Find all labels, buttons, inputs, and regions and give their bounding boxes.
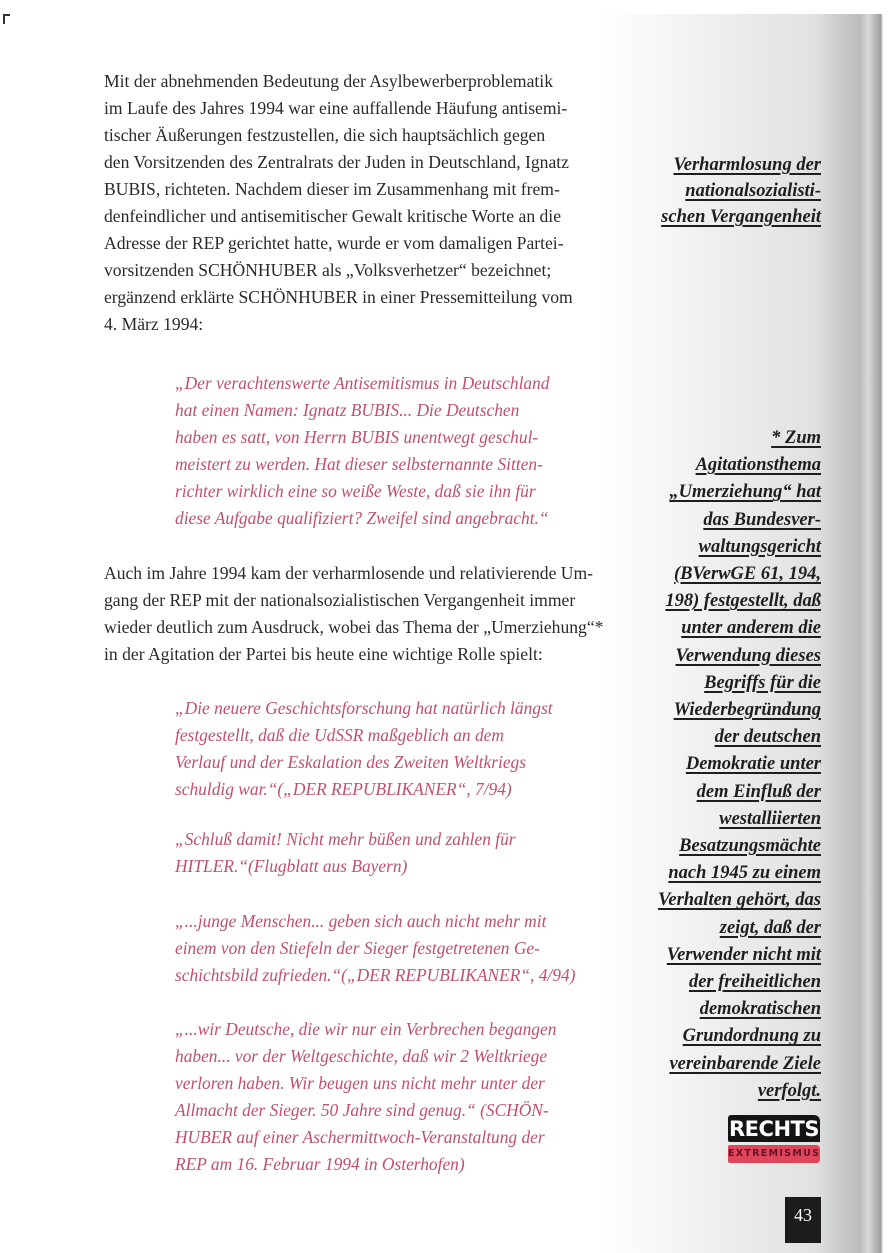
quote-line: „Schluß damit! Nicht mehr büßen und zahlen für <box>175 829 516 849</box>
quote-line: „...junge Menschen... geben sich auch nicht mehr mit <box>175 911 547 931</box>
quote-line: schichtsbild zufrieden.“(„DER REPUBLIKANER“, 4/94) <box>175 965 576 985</box>
text-line: BUBIS, richteten. Nachdem dieser im Zusammenhang mit frem- <box>104 179 560 199</box>
quote-block-2 <box>175 695 605 803</box>
page-corner-mark <box>3 14 10 24</box>
text-line: Mit der abnehmenden Bedeutung der Asylbewerberproblematik <box>104 71 553 91</box>
quote-line: schuldig war.“(„DER REPUBLIKANER“, 7/94) <box>175 779 512 799</box>
text-line: wieder deutlich zum Ausdruck, wobei das Thema der „Umerziehung“* <box>104 617 604 637</box>
footnote-line: Verhalten gehört, das <box>658 890 821 911</box>
quote-line: REP am 16. Februar 1994 in Osterhofen) <box>175 1154 465 1174</box>
footnote-line: Besatzungsmächte <box>679 836 821 857</box>
logo-top-text: RECHTS <box>729 1117 819 1141</box>
quote-line: Allmacht der Sieger. 50 Jahre sind genug.“ (SCHÖN- <box>175 1100 549 1120</box>
footnote-line: vereinbarende Ziele <box>669 1053 821 1074</box>
quote-block-3 <box>175 826 605 880</box>
quote-line: „Der verachtenswerte Antisemitismus in Deutschland <box>175 373 550 393</box>
text-line: Adresse der REP gerichtet hatte, wurde er vom damaligen Partei- <box>104 233 564 253</box>
quote-line: meistert zu werden. Hat dieser selbsternannte Sitten- <box>175 454 543 474</box>
quote-line: richter wirklich eine so weiße Weste, daß sie ihn für <box>175 481 536 501</box>
footnote-line: Verwender nicht mit <box>666 944 821 965</box>
text-line: Auch im Jahre 1994 kam der verharmlosende und relativierende Um- <box>104 563 594 583</box>
page-number: 43 <box>785 1197 821 1243</box>
footnote-line: zeigt, daß der <box>719 917 821 938</box>
quote-line: diese Aufgabe qualifiziert? Zweifel sind angebracht.“ <box>175 508 549 528</box>
quote-line: hat einen Namen: Ignatz BUBIS... Die Deutschen <box>175 400 520 420</box>
text-line: 4. März 1994: <box>104 314 204 334</box>
text-line: den Vorsitzenden des Zentralrats der Juden in Deutschland, Ignatz <box>104 152 569 172</box>
footnote-line: nach 1945 zu einem <box>668 863 821 884</box>
text-line: tischer Äußerungen festzustellen, die sich hauptsächlich gegen <box>104 125 546 145</box>
quote-block-4 <box>175 908 605 989</box>
footnote-line: verfolgt. <box>757 1080 821 1101</box>
footnote-line: Verwendung dieses <box>675 645 821 666</box>
body-paragraph-1 <box>104 68 614 338</box>
footnote-line: westalliierten <box>719 808 821 829</box>
footnote-line: der deutschen <box>714 727 821 748</box>
footnote-line: (BVerwGE 61, 194, <box>674 564 821 585</box>
footnote-line: Agitationsthema <box>695 455 821 476</box>
footnote-line: das Bundesver- <box>703 509 821 530</box>
footnote-line: 198) festgestellt, daß <box>665 591 821 612</box>
quote-block-1 <box>175 370 605 532</box>
margin-heading-line: schen Vergangenheit <box>661 207 821 227</box>
text-line: gang der REP mit der nationalsozialistischen Vergangenheit immer <box>104 590 576 610</box>
margin-heading-line: Verharmlosung der <box>673 155 821 175</box>
logo-bottom-text: EXTREMISMUS <box>728 1145 820 1163</box>
quote-block-5 <box>175 1016 605 1178</box>
footnote-line: „Umerziehung“ hat <box>669 482 821 503</box>
margin-heading-line: nationalsozialisti- <box>685 181 821 201</box>
footnote-line: Grundordnung zu <box>682 1026 821 1047</box>
quote-line: HUBER auf einer Aschermittwoch-Veranstaltung der <box>175 1127 545 1147</box>
footnote-line: demokratischen <box>699 999 821 1020</box>
quote-line: haben... vor der Weltgeschichte, daß wir 2 Weltkriege <box>175 1046 548 1066</box>
quote-line: einem von den Stiefeln der Sieger festgetretenen Ge- <box>175 938 540 958</box>
text-line: im Laufe des Jahres 1994 war eine auffallende Häufung antisemi- <box>104 98 568 118</box>
footnote-line: unter anderem die <box>681 618 821 639</box>
quote-line: haben es satt, von Herrn BUBIS unentwegt geschul- <box>175 427 539 447</box>
text-line: denfeindlicher und antisemitischer Gewalt kritische Worte an die <box>104 206 562 226</box>
footnote-line: dem Einfluß der <box>696 781 821 802</box>
footnote-line: Begriffs für die <box>704 672 821 693</box>
quote-line: Verlauf und der Eskalation des Zweiten Weltkriegs <box>175 752 526 772</box>
footnote-line: der freiheitlichen <box>688 972 821 993</box>
rechtsextremismus-logo <box>728 1115 820 1170</box>
quote-line: festgestellt, daß die UdSSR maßgeblich an dem <box>175 725 504 745</box>
footnote-line: Wiederbegründung <box>673 700 821 721</box>
body-paragraph-2 <box>104 560 614 668</box>
footnote-line: * Zum <box>771 428 821 448</box>
footnote-line: waltungsgericht <box>698 536 821 557</box>
footnote-line: Demokratie unter <box>685 754 821 775</box>
quote-line: „Die neuere Geschichtsforschung hat natürlich längst <box>175 698 553 718</box>
text-line: ergänzend erklärte SCHÖNHUBER in einer Pressemitteilung vom <box>104 287 573 307</box>
text-line: vorsitzenden SCHÖNHUBER als „Volksverhetzer“ bezeichnet; <box>104 260 552 280</box>
quote-line: HITLER.“(Flugblatt aus Bayern) <box>175 856 408 876</box>
margin-footnote <box>658 425 821 1105</box>
margin-heading <box>661 152 821 230</box>
quote-line: „...wir Deutsche, die wir nur ein Verbrechen begangen <box>175 1019 557 1039</box>
text-line: in der Agitation der Partei bis heute eine wichtige Rolle spielt: <box>104 644 543 664</box>
quote-line: verloren haben. Wir beugen uns nicht mehr unter der <box>175 1073 545 1093</box>
